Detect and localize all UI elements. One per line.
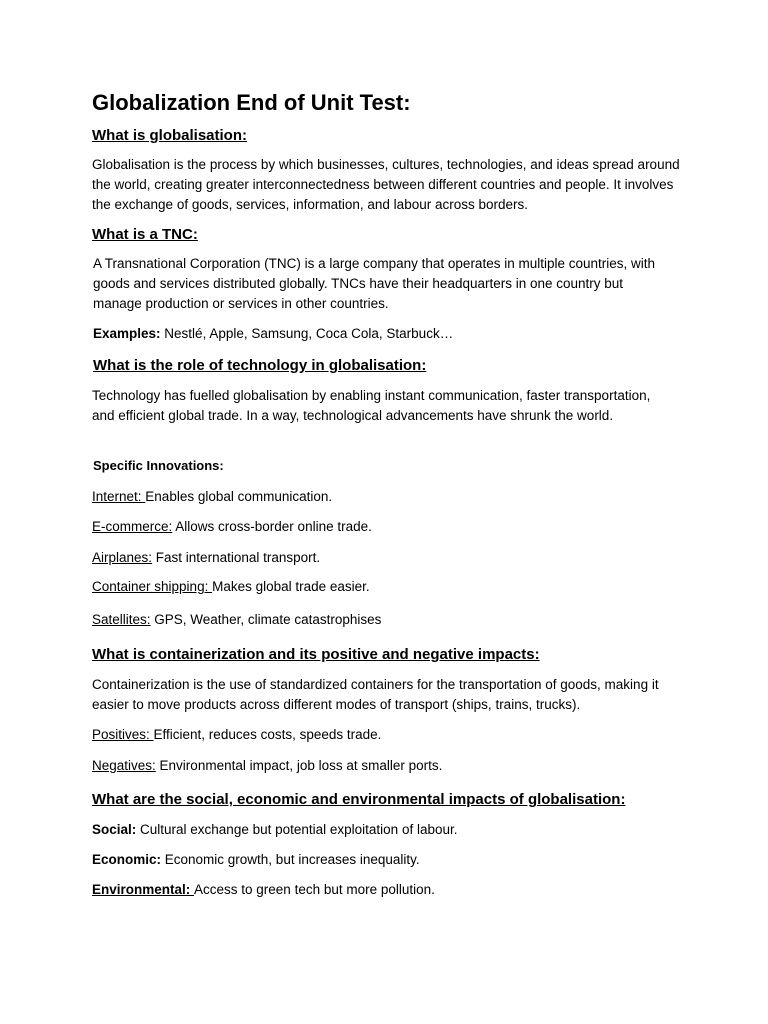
impact-item <box>92 880 435 900</box>
innovation-text: Allows cross-border online trade. <box>172 519 372 534</box>
impact-item <box>92 820 457 840</box>
innovation-term: Container shipping: <box>92 579 213 594</box>
examples-label: Examples: <box>93 326 161 341</box>
positives-line <box>92 725 381 745</box>
innovations-label: Specific Innovations: <box>93 458 224 473</box>
page-title: Globalization End of Unit Test: <box>92 90 411 115</box>
innovation-item <box>92 610 381 630</box>
heading-containerization: What is containerization and its positive and negative impacts: <box>92 646 540 663</box>
innovation-item <box>92 577 370 597</box>
negatives-line <box>92 756 442 776</box>
innovation-term: Satellites: <box>92 612 151 627</box>
heading-what-is-tnc: What is a TNC: <box>92 226 198 243</box>
containerization-paragraph: Containerization is the use of standardized containers for the transportation of goods, making it easier to move products across different modes of transport (ships, trains, trucks). <box>92 677 659 712</box>
innovation-item <box>92 517 372 537</box>
technology-paragraph: Technology has fuelled globalisation by enabling instant communication, faster transportation, and efficient global trade. In a way, technological advancements have shrunk the world. <box>92 388 651 423</box>
tnc-examples <box>93 324 453 344</box>
innovation-text: Fast international transport. <box>152 550 321 565</box>
innovation-text: Makes global trade easier. <box>212 579 370 594</box>
innovation-term: Airplanes: <box>92 550 153 565</box>
innovation-text: GPS, Weather, climate catastrophises <box>150 612 382 627</box>
impact-term: Economic: <box>92 852 162 867</box>
negatives-text: Environmental impact, job loss at smaller ports. <box>155 758 443 773</box>
impact-text: Economic growth, but increases inequality. <box>161 852 420 867</box>
impact-term: Environmental: <box>92 882 195 897</box>
impact-item <box>92 850 420 870</box>
heading-impacts-of-globalisation: What are the social, economic and environmental impacts of globalisation: <box>92 791 626 808</box>
innovation-term: Internet: <box>92 489 146 504</box>
innovation-item <box>92 548 320 568</box>
heading-role-of-technology: What is the role of technology in globalisation: <box>93 357 427 374</box>
innovation-item <box>92 487 332 507</box>
heading-what-is-globalisation: What is globalisation: <box>92 127 248 144</box>
positives-label: Positives: <box>92 727 154 742</box>
examples-text: Nestlé, Apple, Samsung, Coca Cola, Starbuck… <box>160 326 454 341</box>
globalisation-definition: Globalisation is the process by which businesses, cultures, technologies, and ideas spread around the world, creating greater interconnectedness between different countries and people. It involves the exchange of goods, services, information, and labour across borders. <box>92 157 680 212</box>
impact-text: Access to green tech but more pollution. <box>194 882 435 897</box>
negatives-label: Negatives: <box>92 758 156 773</box>
impact-text: Cultural exchange but potential exploitation of labour. <box>136 822 458 837</box>
tnc-definition: A Transnational Corporation (TNC) is a large company that operates in multiple countries, with goods and services distributed globally. TNCs have their headquarters in one country but manage production or services in other countries. <box>93 256 656 311</box>
positives-text: Efficient, reduces costs, speeds trade. <box>153 727 382 742</box>
innovation-term: E-commerce: <box>92 519 173 534</box>
impact-term: Social: <box>92 822 137 837</box>
innovation-text: Enables global communication. <box>145 489 333 504</box>
